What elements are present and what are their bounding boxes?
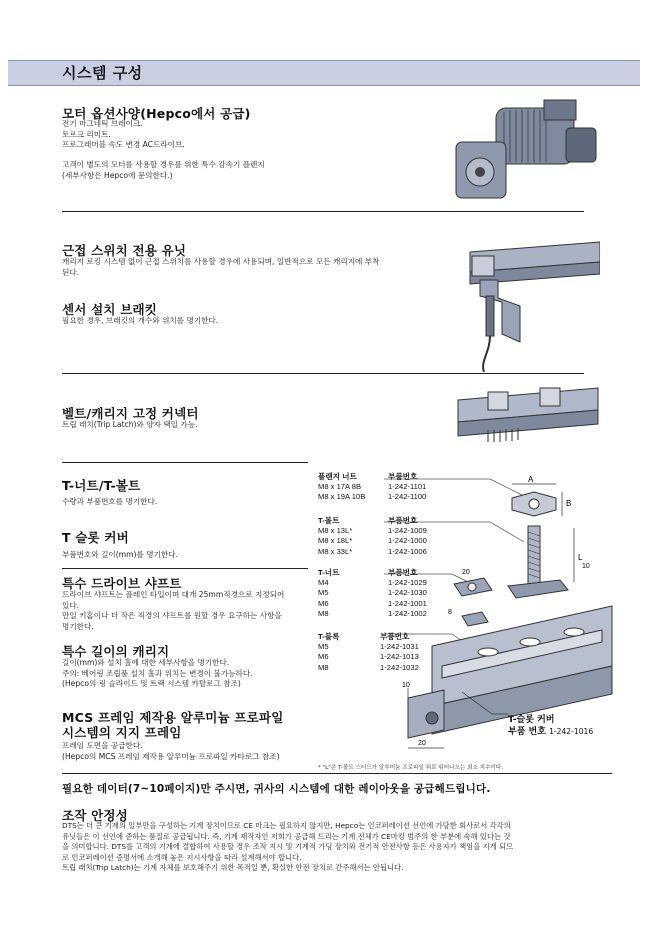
dim-20b: 20 xyxy=(418,740,426,747)
tslot-cover-text: 부품번호와 길이(mm)를 명기한다. xyxy=(62,550,178,559)
mcs-text: 프레임 도면을 공급한다. (Hepco의 MCS 프레임 제작용 알루미늄 프로파일 카타로그 참조) xyxy=(62,741,280,761)
safety-heading: 조작 안정성 xyxy=(62,808,128,823)
tslot-part-label: 부품 번호 xyxy=(508,727,546,737)
tnut-heading: T-너트/T-볼트 xyxy=(62,478,141,493)
page-title: 시스템 구성 xyxy=(62,64,143,82)
dim-10b: 10 xyxy=(402,682,410,689)
motor-text: 전기 마그네틱 브레이크. 토르크 리미트. 프로그래머블 속도 변경 AC드라이브. xyxy=(62,119,185,150)
carriage-length-text: 길이(mm)와 설치 홀에 대한 세부사항을 명기한다. 주의: 베어링 조립품 설치 홀과 위치는 변경이 불가능하다. (Hepco의 링 슬라이드 및 트랙 시스템 카탈로그 참조) xyxy=(62,658,253,689)
footnote: * "L"은 T-볼트 스터드가 알루미늄 프로파일 위로 뛰어나오는 최소 치수이다. xyxy=(318,765,504,771)
tslot-cover-heading: T 슬롯 커버 xyxy=(62,530,129,545)
tnut-text: 수량과 부품번호를 명기한다. xyxy=(62,497,158,506)
divider-2 xyxy=(62,373,584,374)
divider-4 xyxy=(62,568,308,569)
proximity-heading: 근접 스위치 전용 유닛 xyxy=(62,243,187,258)
dim-8: 8 xyxy=(448,609,452,616)
carriage-length-heading: 특수 길이의 캐리지 xyxy=(62,644,170,659)
drive-shaft-heading: 특수 드라이브 샤프트 xyxy=(62,576,182,591)
flange-nut-table: 플랜지 너트 부품번호 M8 x 17A 8B 1-242-1101 M8 x 19A 10B 1-242-1100 xyxy=(318,472,427,502)
footer-headline: 필요한 데이터(7~10페이지)만 주시면, 귀사의 시스템에 대한 레이아웃을 공급해드립니다. xyxy=(62,783,491,795)
sensor-bracket-illustration xyxy=(450,232,600,372)
drive-shaft-text: 드라이브 샤프트는 플레인 타입이며 대개 25mm직경으로 지정되어 있다. 만일 키홈이나 더 작은 직경의 샤프트를 원할 경우 요구하는 사항을 명기한다. xyxy=(62,590,285,631)
divider-5 xyxy=(62,773,612,774)
divider-3 xyxy=(62,462,308,463)
belt-connector-illustration xyxy=(448,380,608,446)
proximity-text: 캐리지 로킹 시스템 없이 근접 스위치를 사용할 경우에 사용되며, 일반적으로 모든 캐리지에 부착 된다. xyxy=(62,257,380,277)
mcs-heading: MCS 프레임 제작용 알루미늄 프로파일 시스템의 지지 프레임 xyxy=(62,710,284,740)
dim-a: A xyxy=(528,475,534,484)
sensor-heading: 센서 설치 브래킷 xyxy=(62,302,158,317)
motor-heading: 모터 옵션사양(Hepco에서 공급) xyxy=(62,106,251,121)
belt-heading: 벨트/캐리지 고정 커넥터 xyxy=(62,406,199,421)
safety-text: DTS는 더 큰 기계의 일부만을 구성하는 기계 장치이므로 CE 마크는 필요하지 않지만, Hepco는 인코퍼레이션 선언에 가담한 회사로서 각각의 유닛들은 이 선언에 준하는 품질로 공급됩니다. 즉, 기계 제작자인 저희가 공급해 드리는 기계 전체가 CE마킹 범주의 한 부분에 속해 있다는 것 을 의미합니다. DTS를 고객의 기계에 결합하여 사용할 경우 조작 지시 및 기계적 가딩 장치와 전기적 안전사항 등은 사용자가 책임을 지게 되므 로 인코퍼레이션 증명서에 소개해 놓은 지시사항을 따라 설계해서야 합니다. 트립 래치(Trip Latch)는 기계 자체를 보호해주기 위한 목적일 뿐, 확실한 안전 장치로 간주해서는 안됩니다. xyxy=(62,821,514,873)
tslot-part-no: 1-242-1016 xyxy=(549,727,594,736)
dim-20a: 20 xyxy=(462,569,470,576)
dim-10a: 10 xyxy=(582,563,590,570)
divider-1 xyxy=(62,211,584,212)
motor-note: 고객이 별도의 모터를 사용할 경우를 위한 특수 감속기 플렌지 (세부사항은 Hepco에 문의한다.) xyxy=(62,160,265,180)
motor-illustration xyxy=(448,92,608,204)
dim-l: L xyxy=(578,553,583,562)
t-bolt-table: T-볼트 부품번호 M8 x 13L* 1-242-1009 M8 x 18L* 1-242-1000 M8 x 33L* 1-242-1006 xyxy=(318,516,427,556)
dim-b: B xyxy=(566,499,572,508)
sensor-text: 필요한 경우, 브래킷의 개수와 위치를 명기한다. xyxy=(62,316,219,325)
tslot-cover-callout xyxy=(508,714,593,738)
t-nut-table: T-너트 부품번호 M4 1-242-1029 M5 1-242-1030 M6 1-242-1001 M8 1-242-1002 xyxy=(318,568,427,618)
belt-text: 트립 래치(Trip Latch)와 양자 택일 가능. xyxy=(62,420,198,429)
t-block-table: T-블록 부품번호 M5 1-242-1031 M6 1-242-1013 M8 1-242-1032 xyxy=(318,632,419,672)
tslot-cover-label: T-슬롯 커버 xyxy=(508,715,555,725)
